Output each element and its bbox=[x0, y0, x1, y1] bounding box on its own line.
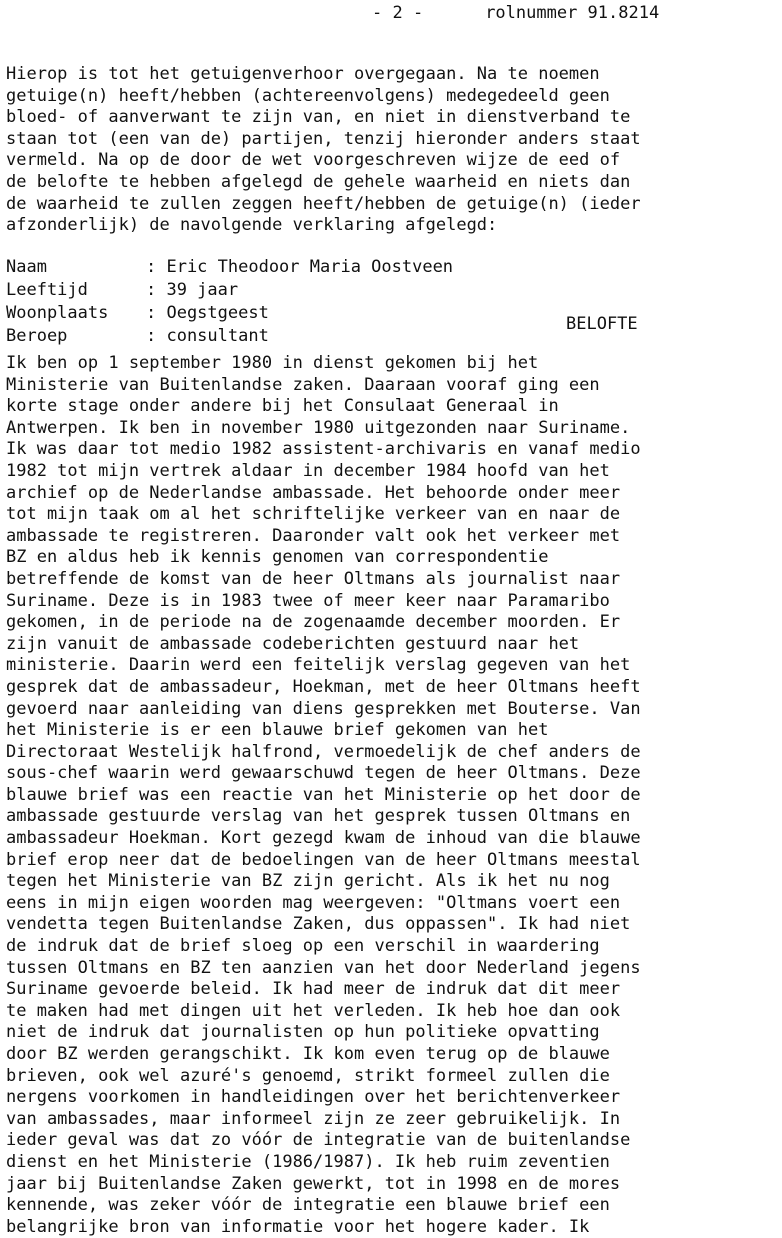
text-line: de waarheid te zullen zeggen heeft/hebben de getuige(n) (ieder bbox=[6, 193, 641, 214]
naam-label: Naam bbox=[6, 257, 47, 277]
statement-paragraph bbox=[6, 353, 782, 1238]
text-line: bloed- of aanverwant te zijn van, en niet in dienstverband te bbox=[6, 107, 631, 128]
leeftijd-value: : 39 jaar bbox=[146, 280, 239, 300]
text-line: van ambassades, maar informeel zijn ze zeer gebruikelijk. In bbox=[6, 1108, 621, 1129]
text-line: Ik ben op 1 september 1980 in dienst gekomen bij het bbox=[6, 353, 539, 373]
text-line: Hierop is tot het getuigenverhoor overgegaan. Na te noemen bbox=[6, 64, 600, 84]
text-line: jaar bij Buitenlandse Zaken gewerkt, tot in 1998 en de mores bbox=[6, 1173, 621, 1194]
text-line: sous-chef waarin werd gewaarschuwd tegen de heer Oltmans. Deze bbox=[6, 763, 641, 784]
text-line: het Ministerie is er een blauwe brief gekomen van het bbox=[6, 720, 549, 741]
text-line: staan tot (een van de) partijen, tenzij hieronder anders staat bbox=[6, 128, 641, 149]
text-line: vendetta tegen Buitenlandse Zaken, dus oppassen". Ik had niet bbox=[6, 914, 631, 935]
text-line: betreffende de komst van de heer Oltmans als journalist naar bbox=[6, 568, 621, 589]
rolnummer: rolnummer 91.8214 bbox=[485, 3, 660, 23]
witness-details bbox=[6, 256, 782, 348]
text-line: Directoraat Westelijk halfrond, vermoedelijk de chef anders de bbox=[6, 741, 641, 762]
text-line: Antwerpen. Ik ben in november 1980 uitgezonden naar Suriname. bbox=[6, 417, 631, 438]
text-line: archief op de Nederlandse ambassade. Het behoorde onder meer bbox=[6, 482, 621, 503]
text-line: dienst en het Ministerie (1986/1987). Ik heb ruim zeventien bbox=[6, 1151, 610, 1172]
text-line: ieder geval was dat zo vóór de integratie van de buitenlandse bbox=[6, 1130, 631, 1151]
text-line: eens in mijn eigen woorden mag weergeven: "Oltmans voert een bbox=[6, 892, 621, 913]
text-line: Ministerie van Buitenlandse zaken. Daaraan vooraf ging een bbox=[6, 374, 600, 395]
text-line: 1982 tot mijn vertrek aldaar in december 1984 hoofd van het bbox=[6, 460, 610, 481]
text-line: tussen Oltmans en BZ ten aanzien van het door Nederland jegens bbox=[6, 957, 641, 978]
text-line: afzonderlijk) de navolgende verklaring afgelegd: bbox=[6, 215, 498, 236]
text-line: belangrijke bron van informatie voor het hogere kader. Ik bbox=[6, 1216, 590, 1237]
text-line: korte stage onder andere bij het Consulaat Generaal in bbox=[6, 396, 559, 417]
page-header bbox=[372, 3, 659, 23]
text-line: ambassadeur Hoekman. Kort gezegd kwam de inhoud van die blauwe bbox=[6, 828, 641, 849]
text-line: gekomen, in de periode na de zogenaamde december moorden. Er bbox=[6, 612, 621, 633]
text-line: blauwe brief was een reactie van het Ministerie op het door de bbox=[6, 784, 641, 805]
text-line: nergens voorkomen in handleidingen over het berichtenverkeer bbox=[6, 1087, 621, 1108]
text-line: ambassade te registreren. Daaronder valt ook het verkeer met bbox=[6, 525, 621, 546]
text-line: Ik was daar tot medio 1982 assistent-archivaris en vanaf medio bbox=[6, 439, 641, 460]
text-line: de indruk dat de brief sloeg op een verschil in waardering bbox=[6, 936, 600, 957]
text-line: brief erop neer dat de bedoelingen van de heer Oltmans meestal bbox=[6, 849, 641, 870]
text-line: getuige(n) heeft/hebben (achtereenvolgens) medegedeeld geen bbox=[6, 85, 610, 106]
naam-value: : Eric Theodoor Maria Oostveen bbox=[146, 257, 454, 277]
text-line: de belofte te hebben afgelegd de gehele waarheid en niets dan bbox=[6, 171, 631, 192]
text-line: gesprek dat de ambassadeur, Hoekman, met de heer Oltmans heeft bbox=[6, 676, 641, 697]
text-line: brieven, ook wel azuré's genoemd, strikt formeel zullen die bbox=[6, 1065, 610, 1086]
text-line: Suriname gevoerde beleid. Ik had meer de indruk dat dit meer bbox=[6, 979, 621, 1000]
text-line: ambassade gestuurde verslag van het gesprek tussen Oltmans en bbox=[6, 806, 631, 827]
naam-row bbox=[6, 256, 782, 279]
text-line: tot mijn taak om al het schriftelijke verkeer van en naar de bbox=[6, 504, 621, 525]
beroep-row bbox=[6, 325, 782, 348]
woonplaats-label: Woonplaats bbox=[6, 303, 109, 323]
text-line: niet de indruk dat journalisten op hun politieke opvatting bbox=[6, 1022, 600, 1043]
text-line: vermeld. Na op de door de wet voorgeschreven wijze de eed of bbox=[6, 150, 621, 171]
text-line: tegen het Ministerie van BZ zijn gericht. Als ik het nu nog bbox=[6, 871, 610, 892]
text-line: door BZ werden gerangschikt. Ik kom even terug op de blauwe bbox=[6, 1044, 610, 1064]
intro-paragraph bbox=[6, 64, 782, 237]
text-line: BZ en aldus heb ik kennis genomen van correspondentie bbox=[6, 547, 549, 568]
leeftijd-row bbox=[6, 279, 782, 302]
leeftijd-label: Leeftijd bbox=[6, 280, 88, 300]
beroep-label: Beroep bbox=[6, 326, 68, 346]
beroep-value: : consultant bbox=[146, 326, 269, 346]
oath-type-label: BELOFTE bbox=[566, 314, 638, 334]
woonplaats-row bbox=[6, 302, 782, 325]
text-line: zijn vanuit de ambassade codeberichten gestuurd naar het bbox=[6, 633, 580, 654]
woonplaats-value: : Oegstgeest bbox=[146, 303, 269, 323]
text-line: Suriname. Deze is in 1983 twee of meer keer naar Paramaribo bbox=[6, 590, 610, 611]
text-line: kennende, was zeker vóór de integratie een blauwe brief een bbox=[6, 1195, 610, 1216]
page-number: - 2 - bbox=[372, 3, 424, 23]
text-line: ministerie. Daarin werd een feitelijk verslag gegeven van het bbox=[6, 655, 631, 676]
text-line: gevoerd naar aanleiding van diens gesprekken met Bouterse. Van bbox=[6, 698, 641, 719]
text-line: te maken had met dingen uit het verleden. Ik heb hoe dan ook bbox=[6, 1000, 621, 1021]
